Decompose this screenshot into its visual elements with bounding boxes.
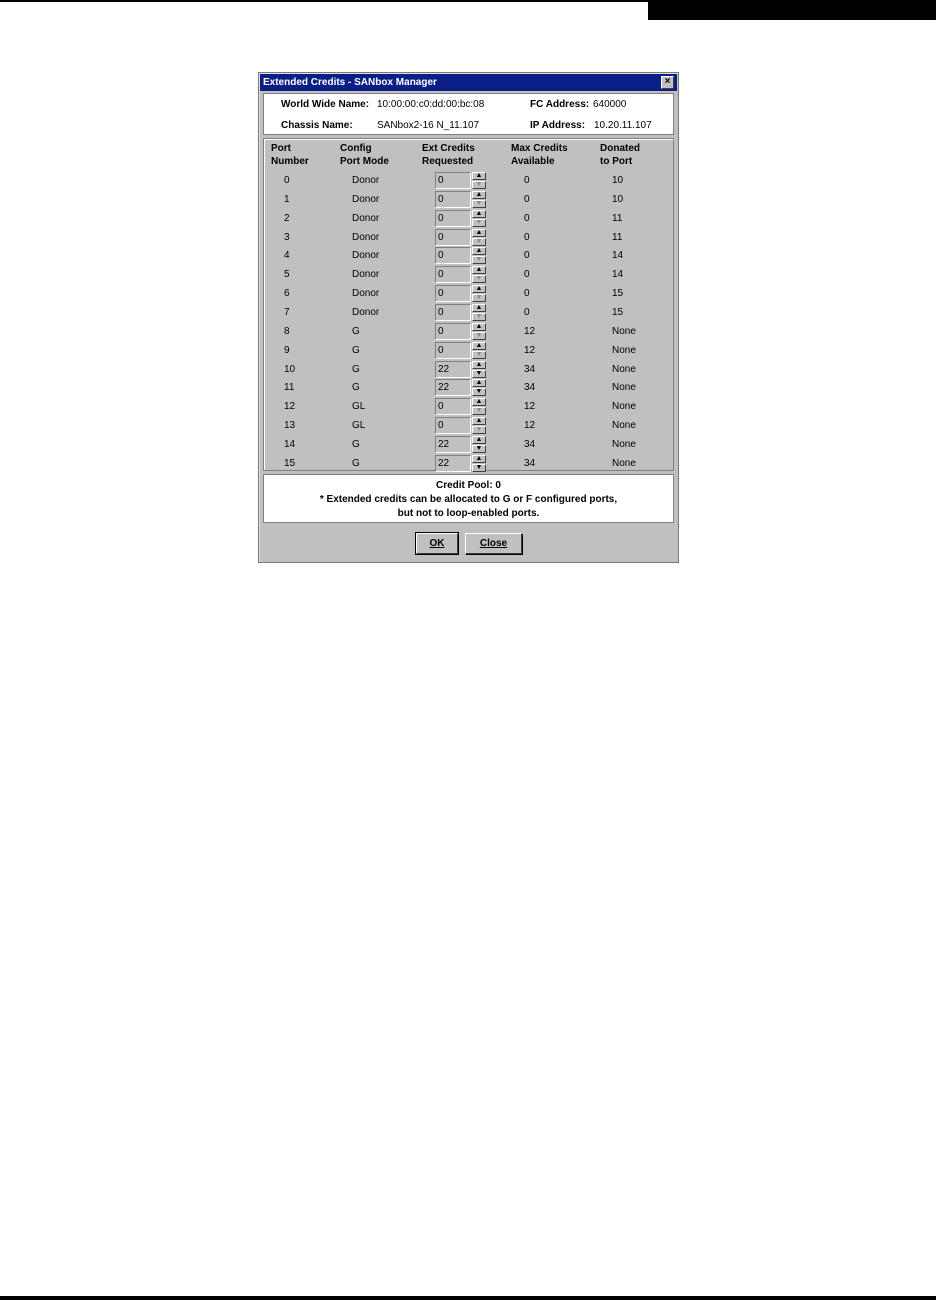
donated-to-port-cell: None [612, 401, 636, 413]
fc-address-label: FC Address: [530, 99, 590, 110]
header-mode-line2: Port Mode [340, 156, 389, 167]
port-mode-cell: Donor [352, 250, 380, 262]
port-number-cell: 12 [284, 401, 296, 413]
donated-to-port-cell: 10 [612, 175, 624, 186]
spinner-down-icon[interactable]: ▼ [472, 370, 486, 378]
ext-credits-input[interactable]: 0 [435, 285, 471, 302]
ext-credits-input[interactable]: 22 [435, 361, 471, 378]
spinner-down-icon[interactable]: ▼ [472, 275, 486, 283]
table-row [264, 398, 673, 417]
donated-to-port-cell: 15 [612, 306, 624, 318]
spinner-up-icon[interactable]: ▲ [472, 379, 486, 387]
port-mode-cell: G [352, 457, 360, 469]
port-mode-cell: G [352, 382, 360, 394]
max-credits-cell: 34 [524, 363, 536, 375]
spinner-down-icon[interactable]: ▼ [472, 388, 486, 396]
ext-credits-input[interactable]: 0 [435, 398, 471, 415]
header-mode-line1: Config [340, 143, 372, 154]
max-credits-cell: 0 [524, 288, 530, 300]
max-credits-cell: 12 [524, 325, 536, 337]
donated-to-port-cell: 11 [612, 212, 623, 224]
port-mode-cell: GL [352, 401, 366, 413]
ip-address-label: IP Address: [530, 120, 586, 131]
max-credits-cell: 34 [524, 382, 536, 394]
page-bottom-rule [0, 1296, 936, 1300]
port-number-cell: 0 [284, 175, 290, 186]
ok-button[interactable]: OK [416, 533, 458, 554]
extended-credits-dialog [258, 72, 679, 563]
ext-credits-input[interactable]: 22 [435, 379, 471, 396]
spinner-down-icon[interactable]: ▼ [472, 445, 486, 453]
max-credits-cell: 0 [524, 231, 530, 243]
port-number-cell: 9 [284, 344, 290, 356]
port-number-cell: 6 [284, 288, 290, 300]
spinner-up-icon[interactable]: ▲ [472, 417, 486, 425]
port-number-cell: 11 [284, 382, 295, 394]
port-number-cell: 13 [284, 420, 296, 432]
close-button[interactable]: Close [465, 533, 522, 554]
port-mode-cell: Donor [352, 193, 380, 205]
port-mode-cell: Donor [352, 231, 380, 243]
window-title: Extended Credits - SANbox Manager [263, 77, 437, 88]
spinner-up-icon[interactable]: ▲ [472, 304, 486, 312]
header-port-line2: Number [271, 156, 309, 167]
spinner-down-icon[interactable]: ▼ [472, 200, 486, 208]
max-credits-cell: 0 [524, 212, 530, 224]
spinner-down-icon[interactable]: ▼ [472, 464, 486, 472]
switch-info-panel [263, 93, 674, 135]
ext-credits-input[interactable]: 0 [435, 342, 471, 359]
spinner-down-icon[interactable]: ▼ [472, 313, 486, 321]
header-ext-line1: Ext Credits [422, 143, 475, 154]
ext-credits-input[interactable]: 0 [435, 229, 471, 246]
max-credits-cell: 12 [524, 344, 536, 356]
header-donated-line2: to Port [600, 156, 633, 167]
ext-credits-input[interactable]: 0 [435, 172, 471, 189]
port-mode-cell: G [352, 325, 360, 337]
max-credits-cell: 12 [524, 420, 536, 432]
wwn-label: World Wide Name: [281, 99, 370, 110]
ext-credits-input[interactable]: 22 [435, 436, 471, 453]
port-mode-cell: Donor [352, 288, 380, 300]
port-mode-cell: Donor [352, 212, 380, 224]
ip-address-value: 10.20.11.107 [594, 120, 652, 131]
port-number-cell: 15 [284, 457, 296, 469]
ext-credits-input[interactable]: 0 [435, 266, 471, 283]
donated-to-port-cell: 11 [612, 231, 623, 243]
spinner-up-icon[interactable]: ▲ [472, 436, 486, 444]
donated-to-port-cell: 14 [612, 250, 624, 262]
port-mode-cell: Donor [352, 306, 380, 318]
spinner-down-icon[interactable]: ▼ [472, 332, 486, 340]
max-credits-cell: 0 [524, 175, 530, 186]
donated-to-port-cell: None [612, 457, 636, 469]
header-max-line1: Max Credits [511, 143, 568, 154]
title-bar[interactable] [260, 74, 677, 91]
port-mode-cell: G [352, 344, 360, 356]
header-donated [600, 142, 640, 168]
port-credits-table [263, 138, 674, 471]
table-row [264, 210, 673, 229]
port-mode-cell: G [352, 438, 360, 450]
spinner-up-icon[interactable]: ▲ [472, 229, 486, 237]
spinner-up-icon[interactable]: ▲ [472, 342, 486, 350]
credit-pool-note-panel [263, 474, 674, 523]
header-donated-line1: Donated [600, 143, 640, 154]
port-number-cell: 8 [284, 325, 290, 337]
donated-to-port-cell: None [612, 363, 636, 375]
header-port [271, 142, 309, 168]
spinner-down-icon[interactable]: ▼ [472, 426, 486, 434]
donated-to-port-cell: 10 [612, 193, 624, 205]
donated-to-port-cell: None [612, 382, 636, 394]
page-top-rule [0, 0, 648, 2]
spinner-up-icon[interactable]: ▲ [472, 455, 486, 463]
max-credits-cell: 0 [524, 250, 530, 262]
port-number-cell: 5 [284, 269, 290, 281]
max-credits-cell: 0 [524, 193, 530, 205]
max-credits-cell: 0 [524, 269, 530, 281]
table-row [264, 285, 673, 304]
ext-credits-input[interactable]: 0 [435, 323, 471, 340]
port-number-cell: 7 [284, 306, 290, 318]
ext-credits-input[interactable]: 22 [435, 455, 471, 472]
max-credits-cell: 34 [524, 457, 536, 469]
spinner-up-icon[interactable]: ▲ [472, 247, 486, 255]
header-ext-credits [422, 142, 475, 168]
table-row [264, 172, 673, 191]
spinner-up-icon[interactable]: ▲ [472, 191, 486, 199]
table-row [264, 191, 673, 210]
header-port-line1: Port [271, 143, 291, 154]
fc-address-value: 640000 [593, 99, 627, 110]
wwn-value: 10:00:00:c0:dd:00:bc:08 [377, 99, 485, 110]
port-number-cell: 4 [284, 250, 290, 262]
chassis-name-label: Chassis Name: [281, 120, 353, 131]
spinner-down-icon[interactable]: ▼ [472, 181, 486, 189]
max-credits-cell: 0 [524, 306, 530, 318]
spinner-up-icon[interactable]: ▲ [472, 210, 486, 218]
table-row [264, 304, 673, 323]
chassis-name-value: SANbox2-16 N_11.107 [377, 120, 480, 131]
credit-pool-text: Credit Pool: 0 [435, 480, 501, 491]
donated-to-port-cell: None [612, 438, 636, 450]
donated-to-port-cell: None [612, 344, 636, 356]
table-row [264, 342, 673, 361]
spinner-down-icon[interactable]: ▼ [472, 294, 486, 302]
note-line-1: * Extended credits can be allocated to G or F configured ports, [319, 494, 618, 505]
header-max-credits [511, 142, 568, 168]
port-number-cell: 2 [284, 212, 290, 224]
spinner-down-icon[interactable]: ▼ [472, 238, 486, 246]
table-row [264, 455, 673, 474]
max-credits-cell: 34 [524, 438, 536, 450]
ext-credits-input[interactable]: 0 [435, 417, 471, 434]
donated-to-port-cell: None [612, 325, 636, 337]
spinner-up-icon[interactable]: ▲ [472, 285, 486, 293]
header-max-line2: Available [511, 156, 555, 167]
port-mode-cell: G [352, 363, 360, 375]
ext-credits-input[interactable]: 0 [435, 210, 471, 227]
spinner-up-icon[interactable]: ▲ [472, 323, 486, 331]
port-mode-cell: Donor [352, 175, 380, 186]
spinner-up-icon[interactable]: ▲ [472, 361, 486, 369]
table-row [264, 247, 673, 266]
table-row [264, 323, 673, 342]
note-line-2: but not to loop-enabled ports. [397, 508, 540, 519]
spinner-down-icon[interactable]: ▼ [472, 407, 486, 415]
port-mode-cell: GL [352, 420, 366, 432]
spinner-down-icon[interactable]: ▼ [472, 219, 486, 227]
spinner-up-icon[interactable]: ▲ [472, 266, 486, 274]
page-header-tab [648, 0, 936, 20]
ext-credits-input[interactable]: 0 [435, 191, 471, 208]
port-number-cell: 14 [284, 438, 296, 450]
port-number-cell: 1 [284, 193, 290, 205]
table-row [264, 436, 673, 455]
table-row [264, 361, 673, 380]
port-number-cell: 10 [284, 363, 296, 375]
donated-to-port-cell: None [612, 420, 636, 432]
spinner-down-icon[interactable]: ▼ [472, 351, 486, 359]
port-number-cell: 3 [284, 231, 290, 243]
table-row [264, 229, 673, 248]
donated-to-port-cell: 14 [612, 269, 624, 281]
spinner-up-icon[interactable]: ▲ [472, 172, 486, 180]
port-mode-cell: Donor [352, 269, 380, 281]
header-config-mode [340, 142, 389, 168]
spinner-down-icon[interactable]: ▼ [472, 256, 486, 264]
table-row [264, 417, 673, 436]
max-credits-cell: 12 [524, 401, 536, 413]
ext-credits-input[interactable]: 0 [435, 304, 471, 321]
header-ext-line2: Requested [422, 156, 474, 167]
ext-credits-input[interactable]: 0 [435, 247, 471, 264]
spinner-up-icon[interactable]: ▲ [472, 398, 486, 406]
table-row [264, 379, 673, 398]
table-row [264, 266, 673, 285]
close-icon[interactable]: × [661, 76, 674, 89]
donated-to-port-cell: 15 [612, 288, 624, 300]
